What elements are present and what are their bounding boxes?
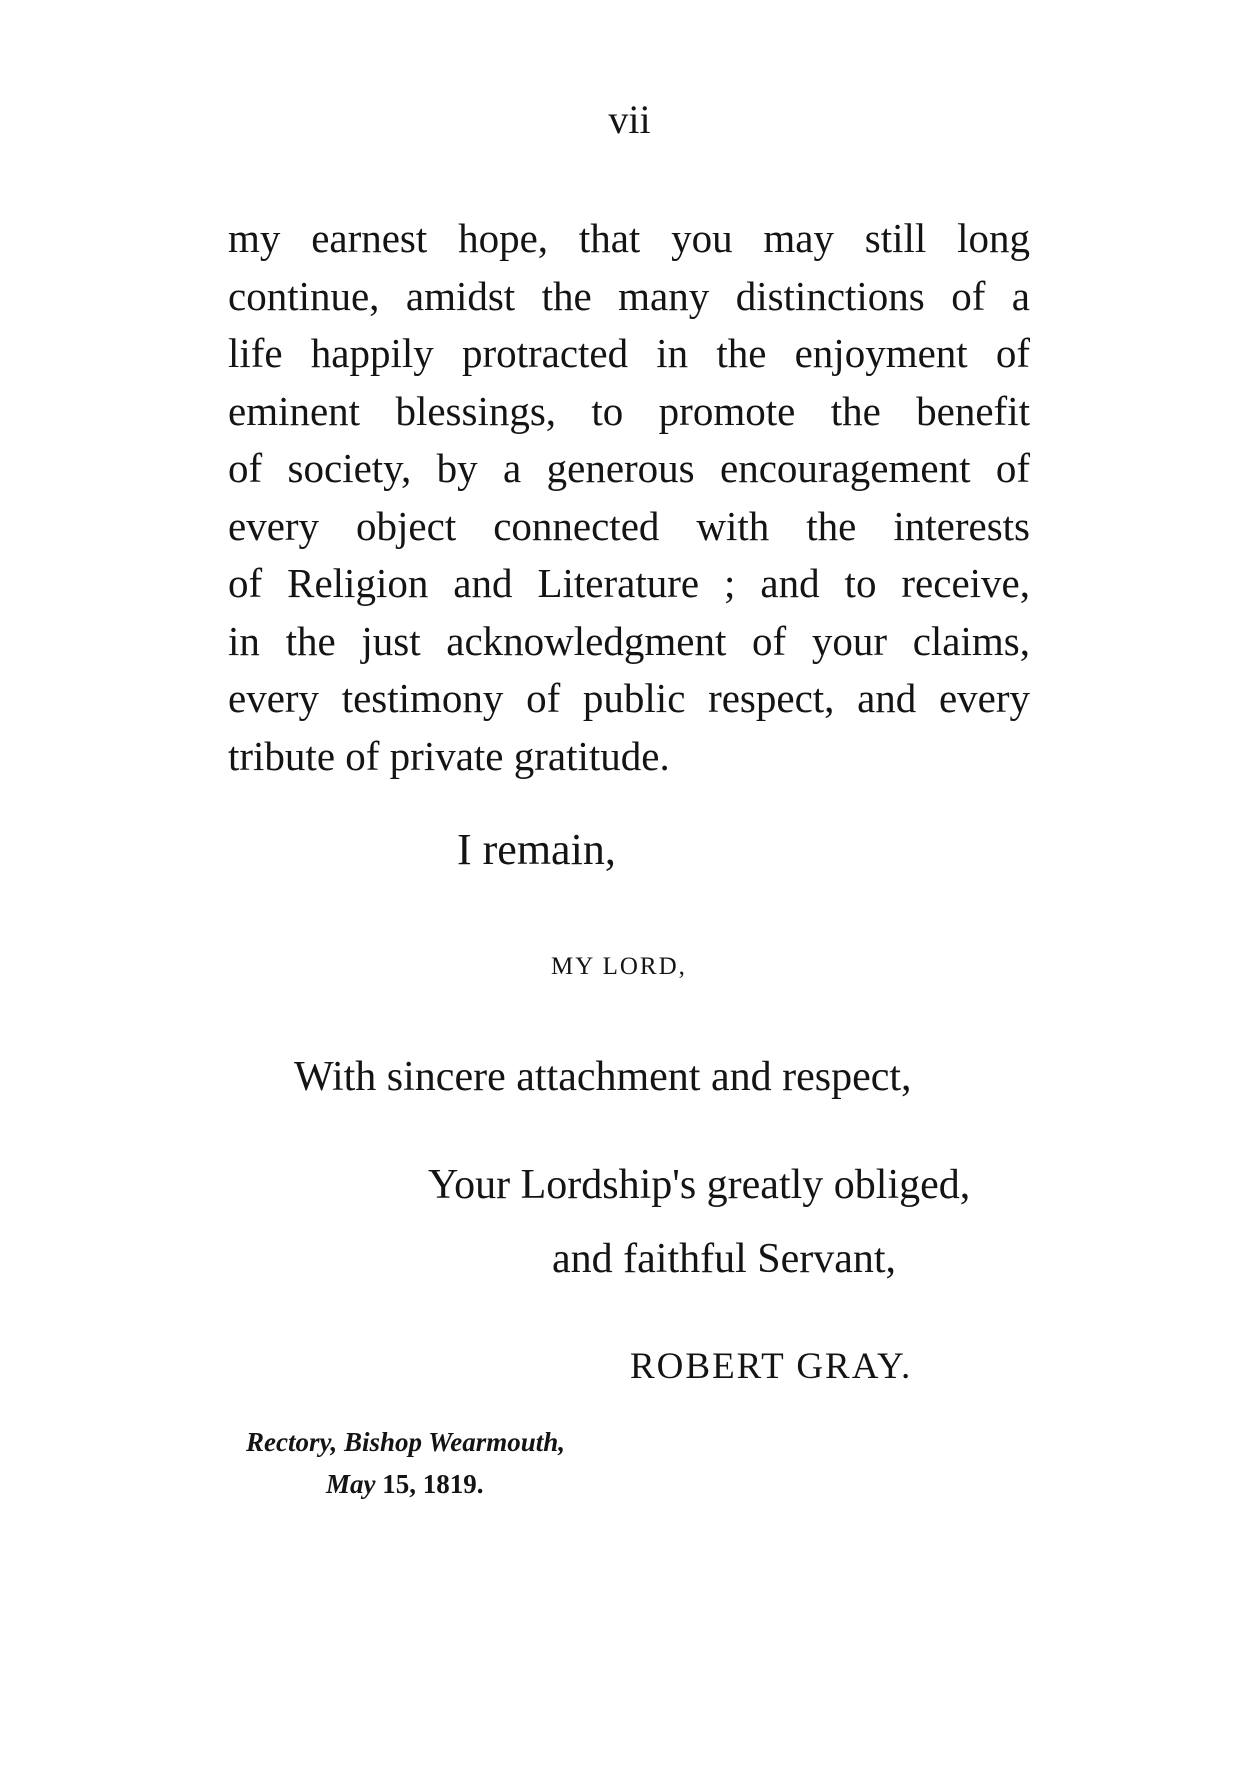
dateline-month: May	[326, 1469, 376, 1499]
closing-salutation: MY LORD,	[551, 953, 687, 980]
body-line: every testimony of public respect, and every	[228, 675, 1030, 721]
body-line: every object connected with the interests	[228, 502, 1030, 549]
page-number: vii	[608, 97, 651, 142]
dateline-place: Rectory, Bishop Wearmouth,	[246, 1427, 566, 1457]
body-line: tribute of private gratitude.	[228, 732, 670, 779]
body-line: of Religion and Literature ; and to receive,	[228, 560, 1030, 606]
signature-name: ROBERT GRAY.	[630, 1346, 913, 1387]
body-line: my earnest hope, that you may still long	[228, 215, 1030, 261]
closing-phrase: With sincere attachment and respect,	[294, 1054, 912, 1100]
body-line: eminent blessings, to promote the benefit	[228, 387, 1030, 434]
dateline-date	[326, 1466, 484, 1502]
body-line: life happily protracted in the enjoyment of	[228, 330, 1030, 376]
body-line: of society, by a generous encouragement of	[228, 445, 1030, 491]
closing-remain: I remain,	[457, 825, 616, 874]
body-line: in the just acknowledgment of your claims,	[228, 617, 1030, 664]
closing-servant-line: and faithful Servant,	[552, 1236, 897, 1282]
body-line: continue, amidst the many distinctions of a	[228, 272, 1030, 319]
dateline-day-year: 15, 1819.	[382, 1469, 484, 1499]
closing-obliged-line: Your Lordship's greatly obliged,	[428, 1162, 971, 1208]
body-paragraph	[228, 210, 1030, 785]
